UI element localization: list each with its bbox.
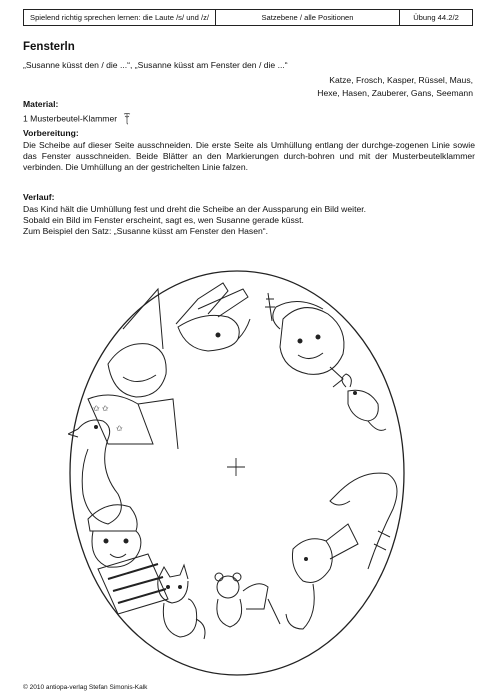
wizard-picture-icon — [88, 289, 178, 449]
material-heading: Material: — [23, 99, 59, 109]
header-level: Satzebene / alle Positionen — [216, 10, 400, 25]
copyright-footer: © 2010 antiopa-verlag Stefan Simonis-Kalk — [23, 684, 148, 691]
word-list-line-1: Katze, Frosch, Kasper, Rüssel, Maus, — [329, 75, 473, 85]
word-list-line-2: Hexe, Hasen, Zauberer, Gans, Seemann — [317, 88, 473, 98]
mole-picture-icon — [268, 524, 358, 629]
verlauf-text — [23, 204, 475, 237]
vorbereitung-heading: Vorbereitung: — [23, 128, 79, 138]
header-series-title: Spielend richtig sprechen lernen: die Laute /s/ und /z/ — [24, 10, 216, 25]
paper-fastener-icon — [122, 113, 132, 125]
verlauf-line-3: Zum Beispiel den Satz: „Susanne küsst am Fenster den Hasen“. — [23, 226, 269, 236]
vorbereitung-text: Die Scheibe auf dieser Seite ausschneiden. Die erste Seite als Umhüllung entlang der durchge-zogenen Linie sowie das Fenster ausschneiden. Beide Blätter an den Markierungen durch-bohren und mit der Musterbeutelklammer verbinden. Die Umhüllung an der gestrichelten Linie falzen. — [23, 140, 475, 172]
page-header — [23, 9, 473, 26]
verlauf-line-1: Das Kind hält die Umhüllung fest und dreht die Scheibe an der Aussparung ein Bild weiter. — [23, 204, 367, 214]
material-item-label: 1 Musterbeutel-Klammer — [23, 113, 118, 124]
header-exercise-number: Übung 44.2/2 — [413, 13, 459, 22]
example-sentence: „Susanne küsst den / die ...“, „Susanne küsst am Fenster den / die ...“ — [23, 60, 288, 70]
verlauf-heading: Verlauf: — [23, 192, 55, 202]
cat-picture-icon — [158, 565, 205, 639]
goose-picture-icon — [68, 420, 121, 524]
bear-picture-icon — [215, 573, 268, 627]
verlauf-line-2: Sobald ein Bild im Fenster erscheint, sagt es, wen Susanne gerade küsst. — [23, 215, 304, 225]
page-title: Fensterln — [23, 41, 75, 53]
center-crosshair-icon — [227, 458, 245, 476]
rabbit-picture-icon — [176, 283, 275, 351]
svg-text:✩ ✩: ✩ ✩ — [93, 404, 109, 413]
svg-text:✩: ✩ — [116, 424, 123, 433]
wheel-outline — [70, 271, 404, 675]
dragon-rope-picture-icon — [330, 473, 397, 569]
picture-wheel — [68, 269, 406, 677]
material-item — [23, 113, 132, 125]
mouse-picture-icon — [342, 374, 386, 430]
kasper-picture-icon — [273, 301, 344, 387]
